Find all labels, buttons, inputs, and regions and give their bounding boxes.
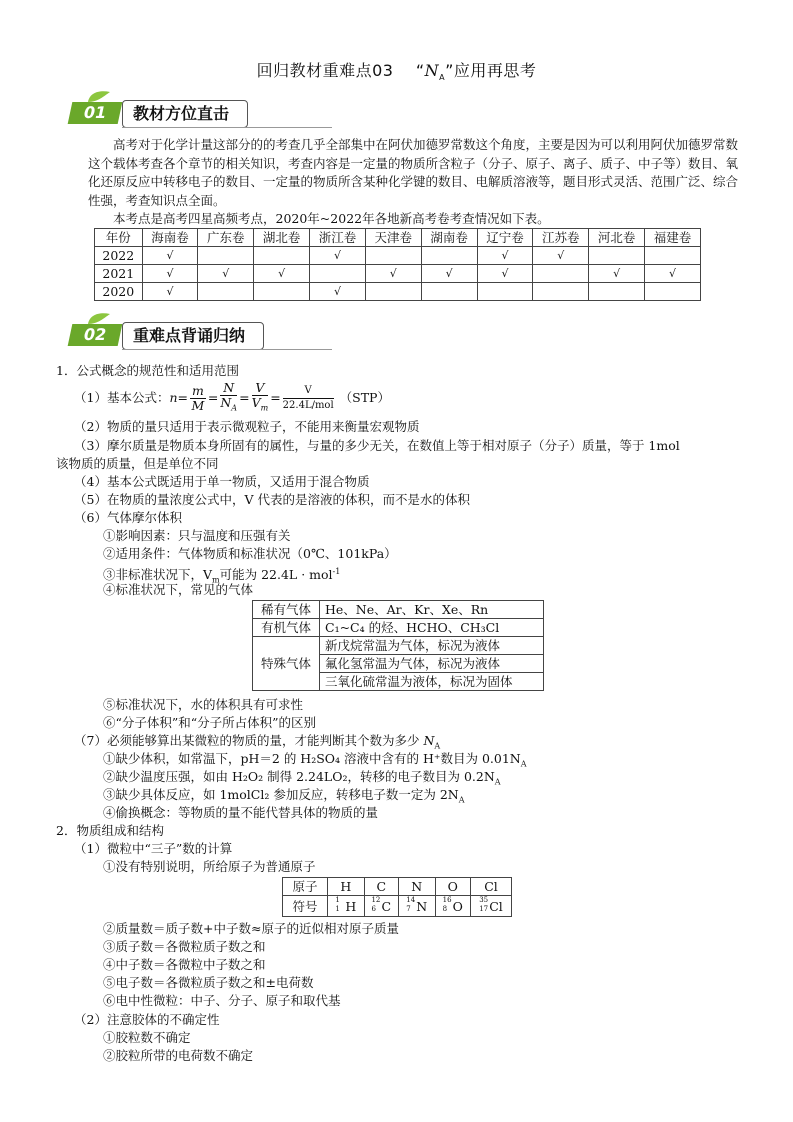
sub-1-4: ④中子数＝各微粒中子数之和 [103,957,266,972]
empty-cell [589,283,645,301]
exam-table-header-cell: 福建卷 [645,229,701,247]
point-3a: （3）摩尔质量是物质本身所固有的属性，与量的多少无关，在数值上等于相对原子（分子）质量，等于 1mol [74,438,680,453]
sub-1-1: ①没有特别说明，所给原子为普通原子 [103,859,316,874]
symbol-label-cell: 符号 [283,896,328,917]
point-7-2: ②缺少温度压强，如由 H₂O₂ 制得 2.24LO₂，转移的电子数目为 $0.2N_A$ [103,769,501,787]
point-6-4: ④标准状况下，常见的气体 [103,582,254,597]
sub-2-1: ①胶粒数不确定 [103,1030,191,1045]
sub-1-3: ③质子数＝各微粒质子数之和 [103,939,266,954]
fraction-V-22.4: $\frac{V}{\text{22.4L/mol}}$ [282,385,334,411]
fraction-m-M: $\frac{m}{M}$ [191,383,205,413]
check-mark-cell: √ [589,265,645,283]
check-mark-cell: √ [421,265,477,283]
atom-name-cell: C [364,878,398,896]
gas-table: 稀有气体 He、Ne、Ar、Kr、Xe、Rn 有机气体 C₁~C₄ 的烃、HCHO、CH₃Cl 特殊气体 新戊烷常温为气体，标况为液体 氟化氢常温为气体，标况为液体 三氧化硫常温为液体，标况为固体 [252,600,544,691]
sub-1-2: ②质量数＝质子数+中子数≈原子的近似相对原子质量 [103,921,399,936]
atom-name-cell: H [328,878,365,896]
point-6-5: ⑤标准状况下，水的体积具有可求性 [103,697,304,712]
sub-2: （2）注意胶体的不确定性 [74,1012,220,1027]
exam-table-header-cell: 天津卷 [365,229,421,247]
exam-table-header [95,229,701,247]
exam-table-row [95,283,701,301]
empty-cell [365,247,421,265]
heading-2: 2．物质组成和结构 [56,823,164,838]
isotope-symbol-cell: 12 6 C [364,896,398,917]
sub-1: （1）微粒中“三子”数的计算 [74,841,233,856]
empty-cell [198,283,254,301]
exam-table-row [95,247,701,265]
check-mark-cell: √ [254,265,310,283]
check-mark-cell: √ [142,265,198,283]
point-4: （4）基本公式既适用于单一物质，又适用于混合物质 [74,474,370,489]
exam-table [94,228,701,301]
year-cell: 2021 [95,265,143,283]
point-7-1: ①缺少体积，如常温下，pH＝2 的 H₂SO₄ 溶液中含有的 H⁺数目为 $0.01N_A$ [103,751,527,769]
point-6-2: ②适用条件：气体物质和标准状况（0℃、101kPa） [103,546,397,561]
point-7-4: ④偷换概念：等物质的量不能代替具体的物质的量 [103,805,379,820]
point-6: （6）气体摩尔体积 [74,510,182,525]
intro-paragraph: 高考对于化学计量这部分的的考查几乎全部集中在阿伏加德罗常数这个角度，主要是因为可以利用阿伏加德罗常数这个载体考查各个章节的相关知识，考查内容是一定量的物质所含粒子（分子、原子、离子、质子、中子等）数目、氧化还原反应中转移电子的数目、一定量的物质所含某种化学键的数目、电解质溶液等，题目形式灵活、范围广泛、综合性强，考查知识点全面。 [88,137,739,208]
symbol-row [283,896,512,917]
check-mark-cell: √ [310,247,366,265]
section-number: 01 [68,102,123,124]
empty-cell [198,247,254,265]
fraction-N-NA: $\frac{N}{N_A}$ [220,380,238,413]
point-3b: 该物质的质量，但是单位不同 [56,456,219,471]
atom-label-cell: 原子 [283,878,328,896]
section-label: 重难点背诵归纳 [122,322,264,350]
exam-table-row [95,265,701,283]
exam-table-header-cell: 年份 [95,229,143,247]
empty-cell [589,247,645,265]
table-intro: 本考点是高考四星高频考点，2020年~2022年各地新高考卷考查情况如下表。 [113,211,550,226]
empty-cell [533,283,589,301]
atom-name-cell: O [435,878,470,896]
point-7: （7）必须能够算出某微粒的物质的量，才能判断其个数为多少 $N_A$ [74,733,441,751]
point-6-1: ①影响因素：只与温度和压强有关 [103,528,291,543]
empty-cell [254,283,310,301]
check-mark-cell: √ [142,283,198,301]
point-2: （2）物质的量只适用于表示微观粒子，不能用来衡量宏观物质 [74,419,420,434]
isotope-symbol-cell: 14 7 N [398,896,435,917]
check-mark-cell: √ [477,247,533,265]
exam-table-header-cell: 湖北卷 [254,229,310,247]
empty-cell [645,247,701,265]
exam-table-header-cell: 江苏卷 [533,229,589,247]
sub-1-5: ⑤电子数＝各微粒质子数之和±电荷数 [103,975,314,990]
point-6-3: ③非标准状况下，$V_m$可能为 22.4L · mol$^{-1}$ [103,567,341,585]
atom-name-cell: Cl [470,878,511,896]
point-5: （5）在物质的量浓度公式中，V 代表的是溶液的体积，而不是水的体积 [74,492,470,507]
isotope-symbol-cell: 16 8 O [435,896,470,917]
sub-1-6: ⑥电中性微粒：中子、分子、原子和取代基 [103,993,341,1008]
isotope-symbol-cell: 35 17 Cl [470,896,511,917]
check-mark-cell: √ [645,265,701,283]
section-number: 02 [68,324,123,346]
exam-table-header-cell: 海南卷 [142,229,198,247]
divider [122,349,332,350]
section-label: 教材方位直击 [122,100,248,128]
atom-row [283,878,512,896]
check-mark-cell: √ [477,265,533,283]
page-title: 回归教材重难点03 “$N_A$”应用再思考 [256,61,537,83]
check-mark-cell: √ [198,265,254,283]
empty-cell [477,283,533,301]
divider [122,127,332,128]
exam-table-header-cell: 广东卷 [198,229,254,247]
year-cell: 2022 [95,247,143,265]
empty-cell [421,247,477,265]
atom-name-cell: N [398,878,435,896]
check-mark-cell: √ [310,283,366,301]
point-7-3: ③缺少具体反应，如 1molCl₂ 参加反应，转移电子数一定为 $2N_A$ [103,787,465,805]
exam-table-header-cell: 湖南卷 [421,229,477,247]
exam-table-header-cell: 浙江卷 [310,229,366,247]
check-mark-cell: √ [365,265,421,283]
check-mark-cell: √ [533,247,589,265]
atom-table [282,877,512,917]
empty-cell [365,283,421,301]
empty-cell [254,247,310,265]
check-mark-cell: √ [142,247,198,265]
sub-2-2: ②胶粒所带的电荷数不确定 [103,1048,254,1063]
exam-table-header-cell: 辽宁卷 [477,229,533,247]
empty-cell [310,265,366,283]
heading-1: 1．公式概念的规范性和适用范围 [56,363,239,378]
point-6-6: ⑥“分子体积”和“分子所占体积”的区别 [103,715,317,730]
empty-cell [421,283,477,301]
year-cell: 2020 [95,283,143,301]
isotope-symbol-cell: 1 1 H [328,896,365,917]
empty-cell [533,265,589,283]
fraction-V-Vm: $\frac{V}{V_m}$ [251,380,269,413]
exam-table-header-cell: 河北卷 [589,229,645,247]
formula-line: （1）基本公式：n= $\frac{m}{M}$ = $\frac{N}{N_A}$ = $\frac{V}{V_m}$ = $\frac{V}{\text{22.4L/mol}}$ （STP） [74,380,390,416]
empty-cell [645,283,701,301]
